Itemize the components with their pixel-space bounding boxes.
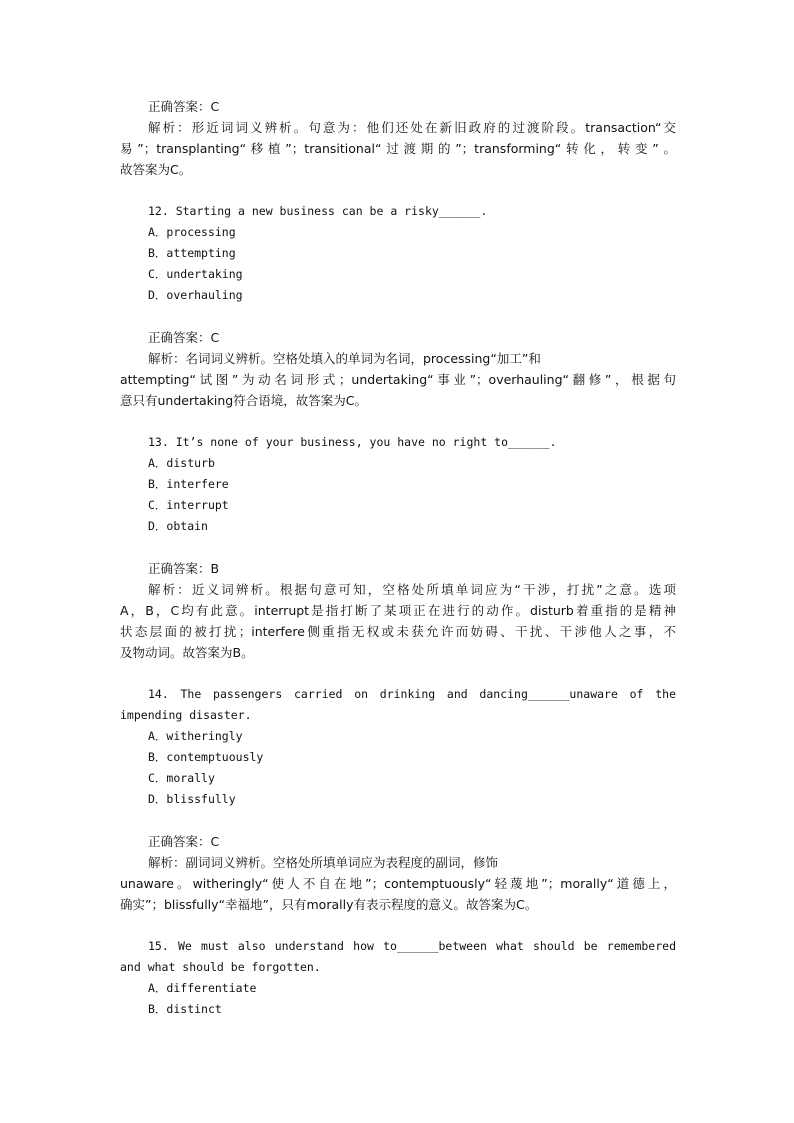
question-block bbox=[120, 684, 676, 810]
question-block bbox=[120, 201, 676, 306]
question-block bbox=[120, 432, 676, 537]
option-d: D．blissfully bbox=[148, 792, 236, 806]
option-b: B．attempting bbox=[148, 246, 236, 260]
correct-answer: 正确答案：C bbox=[148, 330, 220, 345]
option-d: D．overhauling bbox=[148, 288, 243, 302]
question-stem: 13. It’s none of your business, you have no right to______. bbox=[148, 435, 557, 449]
answer-block bbox=[120, 558, 676, 663]
analysis-line: 状态层面的被打扰；interfere侧重指无权或未获允许而妨碍、干扰、干涉他人之事，不 bbox=[120, 624, 676, 639]
option-b: B．interfere bbox=[148, 477, 229, 491]
option-a: A．differentiate bbox=[148, 981, 257, 995]
question-stem: 15. We must also understand how to______between what should be remembered bbox=[148, 939, 676, 953]
analysis-line: 易”；transplanting“移植”；transitional“过渡期的”；transforming“转化，转变”。 bbox=[120, 141, 676, 156]
correct-answer: 正确答案：B bbox=[148, 561, 220, 576]
analysis-line: 解析：近义词辨析。根据句意可知，空格处所填单词应为“干涉，打扰”之意。选项 bbox=[148, 582, 676, 597]
option-a: A．witheringly bbox=[148, 729, 243, 743]
option-b: B．contemptuously bbox=[148, 750, 264, 764]
question-stem: 14. The passengers carried on drinking and dancing______unaware of the bbox=[148, 687, 676, 701]
answer-block bbox=[120, 831, 676, 915]
analysis-line: 解析：副词词义辨析。空格处所填单词应为表程度的副词，修饰 bbox=[148, 855, 499, 870]
analysis-line: 解析：形近词词义辨析。句意为：他们还处在新旧政府的过渡阶段。transaction“交 bbox=[148, 120, 676, 135]
question-block bbox=[120, 936, 676, 1020]
analysis-line: 确实”；blissfully“幸福地”，只有morally有表示程度的意义。故答案为C。 bbox=[120, 897, 538, 912]
analysis-line: attempting“试图”为动名词形式；undertaking“事业”；overhauling“翻修”，根据句 bbox=[120, 372, 676, 387]
option-c: C．morally bbox=[148, 771, 215, 785]
correct-answer: 正确答案：C bbox=[148, 834, 220, 849]
analysis-line: unaware。witheringly“使人不自在地”；contemptuously“轻蔑地”；morally“道德上， bbox=[120, 876, 676, 891]
option-c: C．interrupt bbox=[148, 498, 229, 512]
question-stem-continued: and what should be forgotten. bbox=[120, 960, 321, 974]
question-stem-continued: impending disaster. bbox=[120, 708, 252, 722]
option-a: A．processing bbox=[148, 225, 236, 239]
analysis-line: 意只有undertaking符合语境，故答案为C。 bbox=[120, 393, 367, 408]
option-d: D．obtain bbox=[148, 519, 208, 533]
analysis-line: A，B，C均有此意。interrupt是指打断了某项正在进行的动作。disturb着重指的是精神 bbox=[120, 603, 676, 618]
analysis-line: 故答案为C。 bbox=[120, 162, 192, 177]
correct-answer: 正确答案：C bbox=[148, 99, 220, 114]
answer-block bbox=[120, 96, 676, 180]
document-page bbox=[120, 96, 676, 1020]
analysis-line: 解析：名词词义辨析。空格处填入的单词为名词，processing“加工”和 bbox=[148, 351, 541, 366]
analysis-line: 及物动词。故答案为B。 bbox=[120, 645, 254, 660]
question-stem: 12. Starting a new business can be a risky______. bbox=[148, 204, 488, 218]
answer-block bbox=[120, 327, 676, 411]
option-c: C．undertaking bbox=[148, 267, 243, 281]
option-a: A．disturb bbox=[148, 456, 215, 470]
option-b: B．distinct bbox=[148, 1002, 222, 1016]
